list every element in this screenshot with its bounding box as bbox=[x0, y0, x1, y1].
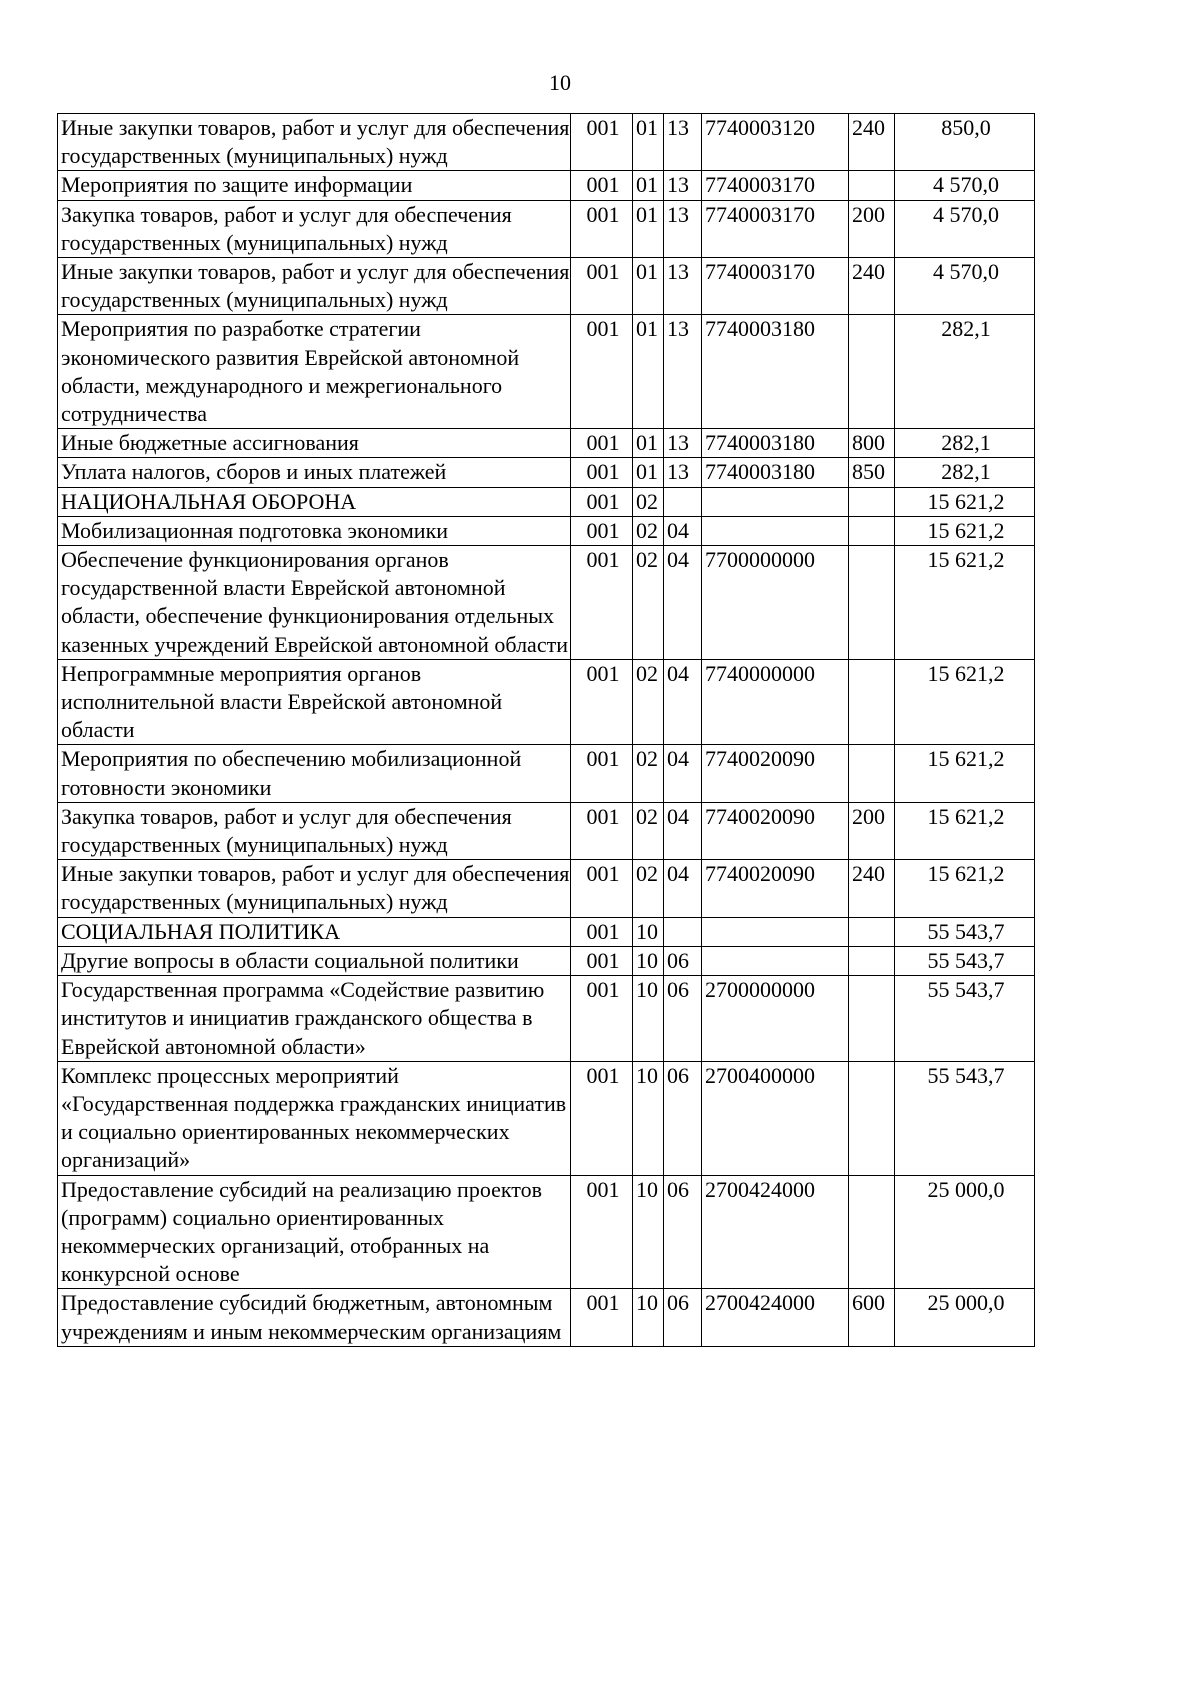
table-row bbox=[58, 1061, 1035, 1175]
row-sum-cell: 55 543,7 bbox=[895, 917, 1035, 946]
row-sum-cell: 15 621,2 bbox=[895, 802, 1035, 859]
table-row bbox=[58, 546, 1035, 660]
row-csr-cell: 7740020090 bbox=[702, 802, 849, 859]
row-pr-cell: 06 bbox=[664, 946, 702, 975]
row-csr-cell: 7740003170 bbox=[702, 171, 849, 200]
row-rz-cell: 02 bbox=[633, 516, 664, 545]
row-name-cell: СОЦИАЛЬНАЯ ПОЛИТИКА bbox=[58, 917, 571, 946]
table-row bbox=[58, 917, 1035, 946]
row-pr-cell bbox=[664, 487, 702, 516]
row-rz-cell: 10 bbox=[633, 946, 664, 975]
row-rz-cell: 01 bbox=[633, 258, 664, 315]
row-rz-cell: 02 bbox=[633, 659, 664, 745]
row-vr-cell: 850 bbox=[849, 458, 895, 487]
row-rz-cell: 02 bbox=[633, 860, 664, 917]
row-vr-cell: 800 bbox=[849, 429, 895, 458]
row-vr-cell: 240 bbox=[849, 860, 895, 917]
table-row bbox=[58, 860, 1035, 917]
table-row bbox=[58, 258, 1035, 315]
row-ved-cell: 001 bbox=[571, 976, 633, 1062]
row-ved-cell: 001 bbox=[571, 745, 633, 802]
row-sum-cell: 4 570,0 bbox=[895, 171, 1035, 200]
table-row bbox=[58, 1175, 1035, 1289]
row-name-cell: Иные закупки товаров, работ и услуг для обеспечения государственных (муниципальных) нужд bbox=[58, 258, 571, 315]
table-row bbox=[58, 429, 1035, 458]
table-row bbox=[58, 171, 1035, 200]
row-sum-cell: 55 543,7 bbox=[895, 946, 1035, 975]
row-name-cell: Мобилизационная подготовка экономики bbox=[58, 516, 571, 545]
row-name-cell: Закупка товаров, работ и услуг для обеспечения государственных (муниципальных) нужд bbox=[58, 200, 571, 257]
row-name-cell: Обеспечение функционирования органов государственной власти Еврейской автономной области, обеспечение функционирования отдельных казенных учреждений Еврейской автономной области bbox=[58, 546, 571, 660]
row-vr-cell bbox=[849, 487, 895, 516]
row-sum-cell: 55 543,7 bbox=[895, 976, 1035, 1062]
table-row bbox=[58, 1289, 1035, 1346]
row-csr-cell: 2700000000 bbox=[702, 976, 849, 1062]
row-rz-cell: 01 bbox=[633, 171, 664, 200]
row-rz-cell: 01 bbox=[633, 200, 664, 257]
row-vr-cell: 200 bbox=[849, 200, 895, 257]
row-sum-cell: 15 621,2 bbox=[895, 546, 1035, 660]
row-ved-cell: 001 bbox=[571, 1061, 633, 1175]
row-rz-cell: 01 bbox=[633, 429, 664, 458]
row-sum-cell: 25 000,0 bbox=[895, 1289, 1035, 1346]
row-rz-cell: 01 bbox=[633, 458, 664, 487]
row-pr-cell bbox=[664, 917, 702, 946]
row-pr-cell: 13 bbox=[664, 458, 702, 487]
row-pr-cell: 06 bbox=[664, 1061, 702, 1175]
budget-table bbox=[57, 113, 1035, 1347]
row-pr-cell: 13 bbox=[664, 258, 702, 315]
row-sum-cell: 55 543,7 bbox=[895, 1061, 1035, 1175]
row-name-cell: Государственная программа «Содействие развитию институтов и инициатив гражданского общества в Еврейской автономной области» bbox=[58, 976, 571, 1062]
row-name-cell: Непрограммные мероприятия органов исполнительной власти Еврейской автономной области bbox=[58, 659, 571, 745]
row-rz-cell: 01 bbox=[633, 315, 664, 429]
row-sum-cell: 15 621,2 bbox=[895, 745, 1035, 802]
row-rz-cell: 10 bbox=[633, 976, 664, 1062]
row-rz-cell: 02 bbox=[633, 487, 664, 516]
row-csr-cell: 2700424000 bbox=[702, 1289, 849, 1346]
row-ved-cell: 001 bbox=[571, 114, 633, 171]
row-ved-cell: 001 bbox=[571, 429, 633, 458]
row-vr-cell bbox=[849, 516, 895, 545]
row-csr-cell bbox=[702, 516, 849, 545]
row-sum-cell: 282,1 bbox=[895, 429, 1035, 458]
row-ved-cell: 001 bbox=[571, 315, 633, 429]
row-name-cell: Предоставление субсидий на реализацию проектов (программ) социально ориентированных некоммерческих организаций, отобранных на конкурсной основе bbox=[58, 1175, 571, 1289]
row-name-cell: Уплата налогов, сборов и иных платежей bbox=[58, 458, 571, 487]
row-rz-cell: 02 bbox=[633, 546, 664, 660]
table-row bbox=[58, 114, 1035, 171]
row-csr-cell: 7740020090 bbox=[702, 745, 849, 802]
row-ved-cell: 001 bbox=[571, 946, 633, 975]
row-name-cell: Мероприятия по обеспечению мобилизационной готовности экономики bbox=[58, 745, 571, 802]
row-vr-cell: 240 bbox=[849, 258, 895, 315]
row-rz-cell: 02 bbox=[633, 745, 664, 802]
row-csr-cell: 7740003180 bbox=[702, 458, 849, 487]
row-rz-cell: 10 bbox=[633, 1061, 664, 1175]
row-name-cell: Мероприятия по защите информации bbox=[58, 171, 571, 200]
row-name-cell: НАЦИОНАЛЬНАЯ ОБОРОНА bbox=[58, 487, 571, 516]
row-csr-cell: 7740020090 bbox=[702, 860, 849, 917]
row-pr-cell: 13 bbox=[664, 200, 702, 257]
row-ved-cell: 001 bbox=[571, 258, 633, 315]
row-vr-cell bbox=[849, 315, 895, 429]
row-ved-cell: 001 bbox=[571, 200, 633, 257]
row-sum-cell: 15 621,2 bbox=[895, 516, 1035, 545]
row-pr-cell: 04 bbox=[664, 802, 702, 859]
table-row bbox=[58, 315, 1035, 429]
row-csr-cell: 7740003170 bbox=[702, 258, 849, 315]
row-vr-cell: 600 bbox=[849, 1289, 895, 1346]
row-csr-cell: 7740003180 bbox=[702, 429, 849, 458]
row-pr-cell: 06 bbox=[664, 976, 702, 1062]
table-row bbox=[58, 487, 1035, 516]
row-vr-cell bbox=[849, 745, 895, 802]
row-sum-cell: 4 570,0 bbox=[895, 200, 1035, 257]
row-csr-cell bbox=[702, 917, 849, 946]
row-sum-cell: 25 000,0 bbox=[895, 1175, 1035, 1289]
row-name-cell: Комплекс процессных мероприятий «Государственная поддержка гражданских инициатив и социально ориентированных некоммерческих организаций» bbox=[58, 1061, 571, 1175]
row-pr-cell: 04 bbox=[664, 745, 702, 802]
row-pr-cell: 13 bbox=[664, 171, 702, 200]
row-pr-cell: 06 bbox=[664, 1175, 702, 1289]
row-ved-cell: 001 bbox=[571, 171, 633, 200]
row-pr-cell: 13 bbox=[664, 315, 702, 429]
row-ved-cell: 001 bbox=[571, 802, 633, 859]
row-vr-cell: 200 bbox=[849, 802, 895, 859]
row-name-cell: Иные закупки товаров, работ и услуг для обеспечения государственных (муниципальных) нужд bbox=[58, 860, 571, 917]
row-rz-cell: 10 bbox=[633, 1175, 664, 1289]
row-pr-cell: 04 bbox=[664, 860, 702, 917]
row-ved-cell: 001 bbox=[571, 516, 633, 545]
row-name-cell: Мероприятия по разработке стратегии экономического развития Еврейской автономной области, международного и межрегионального сотрудничества bbox=[58, 315, 571, 429]
row-ved-cell: 001 bbox=[571, 1175, 633, 1289]
row-name-cell: Иные бюджетные ассигнования bbox=[58, 429, 571, 458]
row-name-cell: Закупка товаров, работ и услуг для обеспечения государственных (муниципальных) нужд bbox=[58, 802, 571, 859]
budget-table-body bbox=[58, 114, 1035, 1347]
row-name-cell: Другие вопросы в области социальной политики bbox=[58, 946, 571, 975]
row-ved-cell: 001 bbox=[571, 659, 633, 745]
row-vr-cell bbox=[849, 171, 895, 200]
row-ved-cell: 001 bbox=[571, 546, 633, 660]
row-pr-cell: 04 bbox=[664, 546, 702, 660]
row-vr-cell bbox=[849, 1175, 895, 1289]
row-pr-cell: 04 bbox=[664, 659, 702, 745]
row-ved-cell: 001 bbox=[571, 458, 633, 487]
row-vr-cell: 240 bbox=[849, 114, 895, 171]
table-row bbox=[58, 745, 1035, 802]
row-csr-cell bbox=[702, 487, 849, 516]
page-number: 10 bbox=[549, 70, 571, 95]
row-pr-cell: 13 bbox=[664, 429, 702, 458]
row-ved-cell: 001 bbox=[571, 487, 633, 516]
row-sum-cell: 4 570,0 bbox=[895, 258, 1035, 315]
row-pr-cell: 06 bbox=[664, 1289, 702, 1346]
table-row bbox=[58, 976, 1035, 1062]
row-sum-cell: 850,0 bbox=[895, 114, 1035, 171]
row-name-cell: Предоставление субсидий бюджетным, автономным учреждениям и иным некоммерческим организациям bbox=[58, 1289, 571, 1346]
row-vr-cell bbox=[849, 976, 895, 1062]
row-rz-cell: 10 bbox=[633, 917, 664, 946]
row-sum-cell: 15 621,2 bbox=[895, 860, 1035, 917]
table-row bbox=[58, 946, 1035, 975]
row-csr-cell: 2700424000 bbox=[702, 1175, 849, 1289]
row-sum-cell: 15 621,2 bbox=[895, 659, 1035, 745]
row-name-cell: Иные закупки товаров, работ и услуг для обеспечения государственных (муниципальных) нужд bbox=[58, 114, 571, 171]
table-row bbox=[58, 200, 1035, 257]
table-row bbox=[58, 802, 1035, 859]
row-vr-cell bbox=[849, 946, 895, 975]
row-csr-cell: 7740003120 bbox=[702, 114, 849, 171]
row-vr-cell bbox=[849, 659, 895, 745]
row-vr-cell bbox=[849, 546, 895, 660]
row-rz-cell: 10 bbox=[633, 1289, 664, 1346]
row-sum-cell: 282,1 bbox=[895, 458, 1035, 487]
row-csr-cell: 7740003180 bbox=[702, 315, 849, 429]
row-ved-cell: 001 bbox=[571, 860, 633, 917]
row-vr-cell bbox=[849, 1061, 895, 1175]
row-csr-cell: 2700400000 bbox=[702, 1061, 849, 1175]
row-rz-cell: 01 bbox=[633, 114, 664, 171]
row-ved-cell: 001 bbox=[571, 917, 633, 946]
row-csr-cell bbox=[702, 946, 849, 975]
table-row bbox=[58, 458, 1035, 487]
row-csr-cell: 7740003170 bbox=[702, 200, 849, 257]
row-ved-cell: 001 bbox=[571, 1289, 633, 1346]
table-row bbox=[58, 659, 1035, 745]
row-csr-cell: 7700000000 bbox=[702, 546, 849, 660]
row-sum-cell: 282,1 bbox=[895, 315, 1035, 429]
row-vr-cell bbox=[849, 917, 895, 946]
row-sum-cell: 15 621,2 bbox=[895, 487, 1035, 516]
row-rz-cell: 02 bbox=[633, 802, 664, 859]
row-csr-cell: 7740000000 bbox=[702, 659, 849, 745]
row-pr-cell: 04 bbox=[664, 516, 702, 545]
table-row bbox=[58, 516, 1035, 545]
row-pr-cell: 13 bbox=[664, 114, 702, 171]
